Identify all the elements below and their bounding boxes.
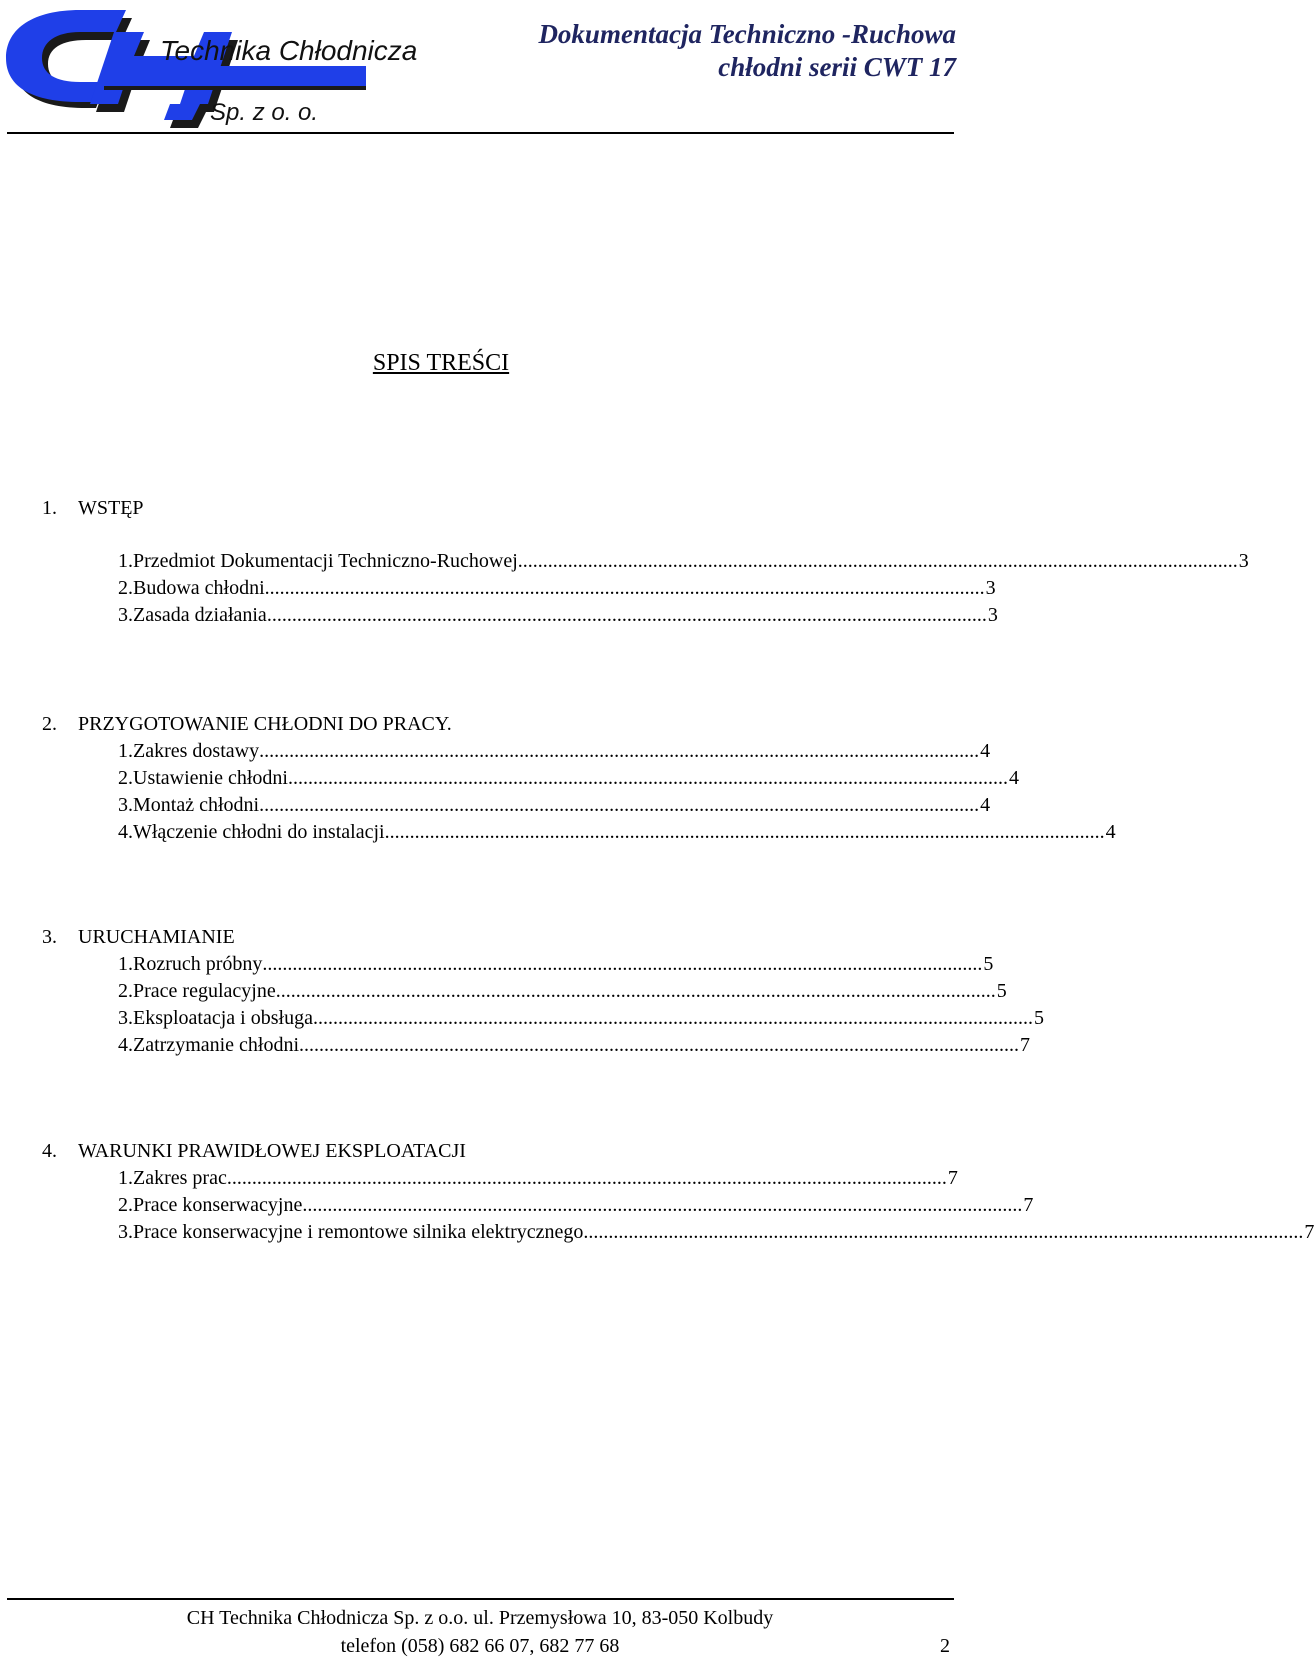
toc-entry[interactable]: [118, 1167, 958, 1195]
footer-divider: [7, 1598, 954, 1600]
entry-number: 4.: [118, 1034, 133, 1056]
entry-label: Montaż chłodni: [133, 794, 260, 816]
entry-page: 5: [996, 980, 1007, 1002]
header-divider: [7, 132, 954, 134]
toc-section-heading: [0, 926, 235, 949]
entry-number: 1.: [118, 953, 133, 975]
entry-page: 5: [1033, 1007, 1044, 1029]
entry-number: 3.: [118, 1007, 133, 1029]
dot-leader: ................................................................................................................................................: [384, 821, 1105, 843]
section-title: WSTĘP: [78, 497, 144, 519]
entry-label: Przedmiot Dokumentacji Techniczno-Ruchowej: [133, 550, 518, 572]
section-number: 1.: [42, 497, 57, 519]
entry-label: Zakres prac: [133, 1167, 227, 1189]
dot-leader: ................................................................................................................................................: [517, 550, 1238, 572]
section-title: WARUNKI PRAWIDŁOWEJ EKSPLOATACJI: [78, 1140, 466, 1162]
toc-entry[interactable]: [118, 1007, 1044, 1035]
entry-label: Prace konserwacyjne i remontowe silnika elektrycznego: [133, 1221, 584, 1243]
toc-entry[interactable]: [118, 1221, 1314, 1249]
entry-page: 3: [987, 604, 998, 626]
dot-leader: ................................................................................................................................................: [226, 1167, 947, 1189]
dot-leader: ................................................................................................................................................: [259, 794, 980, 816]
entry-page: 7: [1304, 1221, 1314, 1243]
entry-number: 1.: [118, 1167, 133, 1189]
dot-leader: ................................................................................................................................................: [287, 767, 1008, 789]
dot-leader: ................................................................................................................................................: [266, 604, 987, 626]
entry-label: Zasada działania: [133, 604, 267, 626]
entry-page: 4: [1008, 767, 1019, 789]
document-title: [538, 18, 956, 84]
entry-label: Rozruch próbny: [133, 953, 263, 975]
dot-leader: ................................................................................................................................................: [275, 980, 996, 1002]
entry-label: Zatrzymanie chłodni: [133, 1034, 300, 1056]
document-title-line1: Dokumentacja Techniczno -Ruchowa: [538, 19, 956, 49]
toc-entry[interactable]: [118, 550, 1249, 578]
section-title: PRZYGOTOWANIE CHŁODNI DO PRACY.: [78, 713, 452, 735]
entry-page: 3: [1238, 550, 1249, 572]
entry-number: 2.: [118, 577, 133, 599]
toc-entry[interactable]: [118, 1194, 1034, 1222]
toc-entry[interactable]: [118, 577, 996, 605]
dot-leader: ................................................................................................................................................: [259, 740, 980, 762]
footer-address: CH Technika Chłodnicza Sp. z o.o. ul. Przemysłowa 10, 83-050 Kolbudy: [186, 1607, 774, 1629]
toc-title: SPIS TREŚCI: [372, 350, 510, 376]
toc-entry[interactable]: [118, 1034, 1031, 1062]
entry-page: 7: [1020, 1034, 1031, 1056]
entry-number: 3.: [118, 604, 133, 626]
section-title: URUCHAMIANIE: [78, 926, 235, 948]
entry-label: Włączenie chłodni do instalacji: [133, 821, 385, 843]
dot-leader: ................................................................................................................................................: [583, 1221, 1304, 1243]
entry-label: Budowa chłodni: [133, 577, 265, 599]
toc-entry[interactable]: [118, 604, 998, 632]
document-title-line2: chłodni serii CWT 17: [718, 52, 956, 82]
dot-leader: ................................................................................................................................................: [264, 577, 985, 599]
entry-label: Zakres dostawy: [133, 740, 260, 762]
section-number: 4.: [42, 1140, 57, 1162]
entry-number: 2.: [118, 1194, 133, 1216]
entry-page: 4: [980, 740, 991, 762]
entry-page: 4: [1105, 821, 1116, 843]
section-number: 2.: [42, 713, 57, 735]
dot-leader: ................................................................................................................................................: [299, 1034, 1020, 1056]
entry-page: 4: [980, 794, 991, 816]
toc-entry[interactable]: [118, 767, 1019, 795]
dot-leader: ................................................................................................................................................: [302, 1194, 1023, 1216]
page-number: 2: [940, 1635, 950, 1657]
entry-number: 3.: [118, 794, 133, 816]
entry-label: Ustawienie chłodni: [133, 767, 288, 789]
logo-text-name: Technika Chłodnicza: [160, 35, 418, 66]
toc-section-heading: [0, 497, 144, 520]
entry-label: Prace konserwacyjne: [133, 1194, 303, 1216]
entry-page: 5: [983, 953, 994, 975]
logo-text-sp: Sp. z o. o.: [210, 99, 319, 126]
toc-section-heading: [0, 1140, 466, 1163]
toc-entry[interactable]: [118, 740, 991, 768]
section-number: 3.: [42, 926, 57, 948]
entry-page: 3: [985, 577, 996, 599]
toc-entry[interactable]: [118, 980, 1007, 1008]
entry-number: 3.: [118, 1221, 133, 1243]
toc-entry[interactable]: [118, 821, 1116, 849]
toc-section-heading: [0, 713, 452, 736]
entry-number: 4.: [118, 821, 133, 843]
entry-label: Prace regulacyjne: [133, 980, 276, 1002]
entry-label: Eksploatacja i obsługa: [133, 1007, 313, 1029]
entry-page: 7: [947, 1167, 958, 1189]
entry-page: 7: [1023, 1194, 1034, 1216]
dot-leader: ................................................................................................................................................: [262, 953, 983, 975]
toc-entry[interactable]: [118, 794, 991, 822]
entry-number: 2.: [118, 767, 133, 789]
entry-number: 1.: [118, 740, 133, 762]
toc-entry[interactable]: [118, 953, 994, 981]
entry-number: 2.: [118, 980, 133, 1002]
entry-number: 1.: [118, 550, 133, 572]
company-logo: [0, 0, 418, 134]
page-header: [0, 0, 960, 137]
dot-leader: ................................................................................................................................................: [312, 1007, 1033, 1029]
footer-phone: telefon (058) 682 66 07, 682 77 68: [340, 1635, 620, 1657]
